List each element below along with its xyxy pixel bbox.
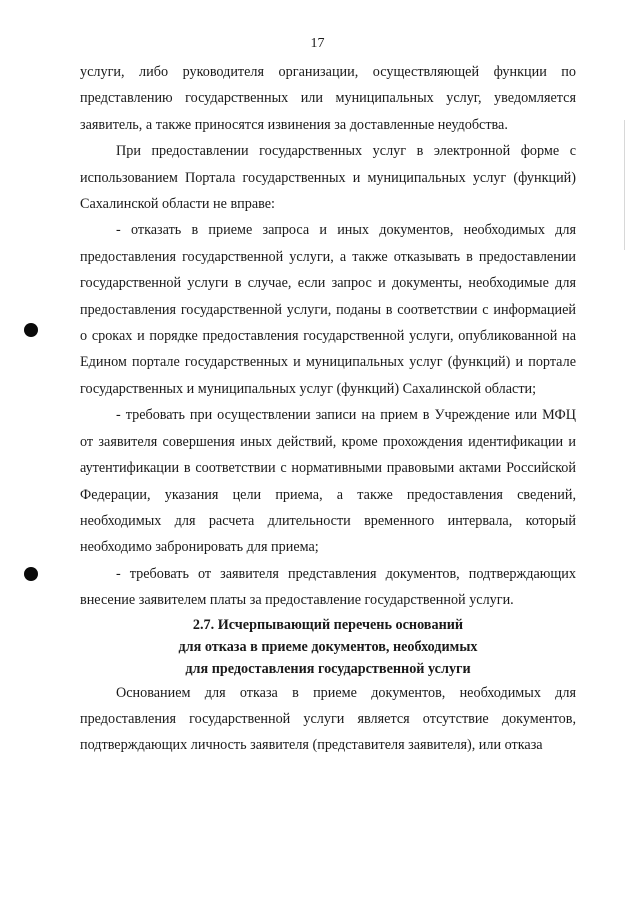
punch-hole-top (24, 323, 38, 337)
list-item-payment-documents: - требовать от заявителя представления документов, подтверждающих внесение заявителем платы за предоставление государственной услуги. (80, 565, 576, 609)
page-number: 17 (310, 36, 325, 51)
paragraph-continuation: услуги, либо руководителя организации, осуществляющей функции по представлению государственных или муниципальных услуг, уведомляется заявитель, а также приносятся извинения за доставленные неудобства. (80, 64, 576, 133)
section-heading-line-1: 2.7. Исчерпывающий перечень оснований (192, 616, 464, 633)
list-item-refuse-request: - отказать в приеме запроса и иных документов, необходимых для предоставления государственной услуги, а также отказывать в предоставлении государственной услуги в случае, если запрос и документы, необходимые для предоставления государственной услуги, поданы в соответствии с информацией о сроках и порядке предоставления государственной услуги, опубликованной на Едином портале государственных и муниципальных услуг (функций) и портале государственных и муниципальных услуг (функций) Сахалинской области; (80, 222, 576, 397)
punch-hole-bottom (24, 567, 38, 581)
paragraph-electronic-form: При предоставлении государственных услуг в электронной форме с использованием Портала государственных и муниципальных услуг (функций) Сахалинской области не вправе: (80, 143, 576, 213)
scan-artifact-line (624, 120, 625, 250)
list-item-appointment-requirements: - требовать при осуществлении записи на прием в Учреждение или МФЦ от заявителя совершения иных действий, кроме прохождения идентификации и аутентификации в соответствии с нормативными правовыми актами Российской Федерации, указания цели приема, а также предоставления сведений, необходимых для расчета длительности временного интервала, который необходимо забронировать для приема; (80, 407, 576, 556)
section-heading-line-3: для предоставления государственной услуги (185, 660, 471, 677)
paragraph-refusal-grounds: Основанием для отказа в приеме документов, необходимых для предоставления государственной услуги является отсутствие документов, подтверждающих личность заявителя (представителя заявителя), или отказа (80, 684, 576, 754)
section-heading (80, 614, 576, 680)
document-body (80, 59, 576, 759)
section-heading-line-2: для отказа в приеме документов, необходимых (178, 638, 478, 655)
